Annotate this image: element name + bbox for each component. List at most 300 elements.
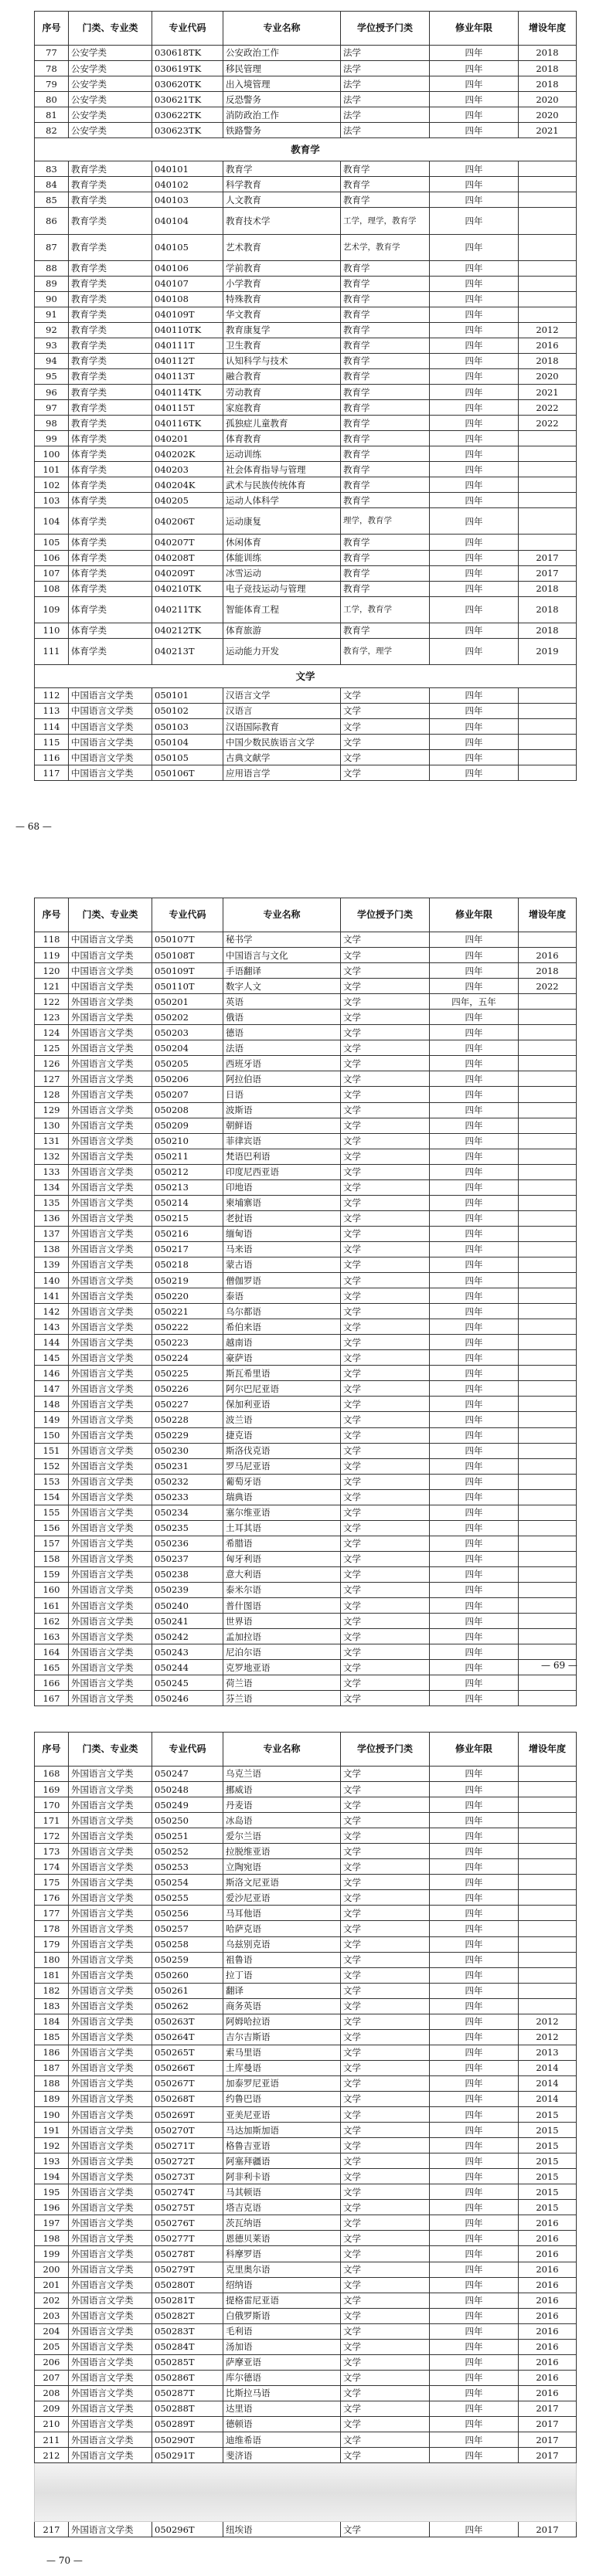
cell-code: 050263T: [152, 2014, 223, 2029]
table-row: [35, 638, 577, 664]
cell-added: [519, 1859, 577, 1875]
cell-code: 030619TK: [152, 61, 223, 76]
cell-category: 体育学类: [69, 565, 152, 581]
cell-category: 外国语言文学类: [69, 1629, 152, 1644]
cell-added: [519, 291, 577, 307]
cell-years: 四年: [430, 416, 519, 431]
cell-degree: 文学: [341, 1536, 430, 1551]
cell-added: [519, 1304, 577, 1319]
section-title: 文学: [35, 664, 577, 687]
cell-added: 2018: [519, 596, 577, 623]
cell-category: 体育学类: [69, 462, 152, 477]
cell-seq: 163: [35, 1629, 69, 1644]
cell-added: [519, 1782, 577, 1797]
cell-seq: 164: [35, 1644, 69, 1660]
cell-major: 教育技术学: [223, 208, 341, 234]
cell-category: 外国语言文学类: [69, 2014, 152, 2029]
cell-added: [519, 1998, 577, 2014]
cell-code: 040206T: [152, 508, 223, 535]
cell-code: 050239: [152, 1582, 223, 1597]
header-code: 专业代码: [152, 1733, 223, 1767]
cell-code: 050203: [152, 1025, 223, 1040]
section-title: 教育学: [35, 138, 577, 161]
cell-added: [519, 1195, 577, 1210]
cell-degree: 文学: [341, 1489, 430, 1505]
cell-degree: 文学: [341, 1782, 430, 1797]
cell-category: 体育学类: [69, 623, 152, 638]
cell-seq: 113: [35, 703, 69, 718]
cell-years: 四年: [430, 2293, 519, 2308]
cell-years: 四年: [430, 431, 519, 446]
cell-seq: 106: [35, 550, 69, 565]
cell-degree: 文学: [341, 1335, 430, 1350]
cell-major: 斯瓦希里语: [223, 1366, 341, 1381]
cell-added: 2018: [519, 963, 577, 979]
table-row: [35, 46, 577, 61]
cell-code: 050226: [152, 1381, 223, 1397]
cell-years: 四年: [430, 1505, 519, 1520]
cell-seq: 167: [35, 1691, 69, 1706]
cell-code: 050248: [152, 1782, 223, 1797]
cell-category: 公安学类: [69, 92, 152, 107]
cell-seq: 207: [35, 2370, 69, 2385]
cell-degree: 文学: [341, 2200, 430, 2215]
cell-category: 教育学类: [69, 276, 152, 291]
cell-degree: 文学: [341, 2138, 430, 2153]
cell-major: 马来语: [223, 1241, 341, 1257]
cell-added: [519, 1828, 577, 1844]
cell-code: 050206: [152, 1071, 223, 1087]
cell-years: 四年: [430, 1195, 519, 1210]
cell-category: 外国语言文学类: [69, 1381, 152, 1397]
table-row: [35, 1875, 577, 1890]
cell-major: 比斯拉马语: [223, 2385, 341, 2401]
cell-degree: 文学: [341, 1629, 430, 1644]
cell-added: [519, 1056, 577, 1071]
cell-seq: 177: [35, 1906, 69, 1921]
cell-major: 德语: [223, 1025, 341, 1040]
cell-added: [519, 1319, 577, 1335]
cell-major: 克罗地亚语: [223, 1660, 341, 1675]
cell-degree: 文学: [341, 703, 430, 718]
cell-category: 外国语言文学类: [69, 1797, 152, 1813]
cell-major: 应用语言学: [223, 765, 341, 781]
cell-category: 体育学类: [69, 493, 152, 508]
cell-major: 人文教育: [223, 192, 341, 208]
cell-code: 040210TK: [152, 581, 223, 596]
cell-code: 050267T: [152, 2075, 223, 2091]
cell-added: [519, 1210, 577, 1226]
cell-added: [519, 1350, 577, 1366]
cell-seq: 101: [35, 462, 69, 477]
cell-added: 2014: [519, 2091, 577, 2106]
cell-degree: 文学: [341, 1071, 430, 1087]
cell-code: 050279T: [152, 2262, 223, 2277]
cell-major: 秘书学: [223, 932, 341, 948]
cell-code: 050202: [152, 1010, 223, 1025]
cell-seq: 156: [35, 1520, 69, 1536]
cell-degree: 文学: [341, 1844, 430, 1859]
table-row: [35, 1551, 577, 1566]
cell-code: 030621TK: [152, 92, 223, 107]
cell-seq: 210: [35, 2416, 69, 2432]
cell-major: 荷兰语: [223, 1675, 341, 1691]
cell-added: [519, 535, 577, 550]
cell-degree: 教育学: [341, 416, 430, 431]
table-row: [35, 234, 577, 260]
cell-category: 外国语言文学类: [69, 1179, 152, 1195]
cell-category: 外国语言文学类: [69, 2522, 152, 2537]
cell-added: [519, 276, 577, 291]
cell-category: 外国语言文学类: [69, 1474, 152, 1489]
cell-code: 040102: [152, 177, 223, 192]
cell-major: 孤独症儿童教育: [223, 416, 341, 431]
cell-code: 040212TK: [152, 623, 223, 638]
cell-major: 法语: [223, 1040, 341, 1056]
cell-added: [519, 687, 577, 703]
cell-added: 2015: [519, 2169, 577, 2184]
cell-code: 050290T: [152, 2432, 223, 2448]
cell-category: 体育学类: [69, 508, 152, 535]
cell-major: 汤加语: [223, 2339, 341, 2354]
cell-added: [519, 462, 577, 477]
cell-degree: 文学: [341, 1241, 430, 1257]
cell-major: 菲律宾语: [223, 1133, 341, 1149]
cell-major: 冰雪运动: [223, 565, 341, 581]
cell-major: 德顿语: [223, 2416, 341, 2432]
cell-added: 2016: [519, 2385, 577, 2401]
cell-years: 四年: [430, 192, 519, 208]
table-row: [35, 1273, 577, 1288]
cell-years: 四年: [430, 1598, 519, 1614]
table-row: [35, 1489, 577, 1505]
cell-code: 050291T: [152, 2448, 223, 2463]
cell-code: 050265T: [152, 2045, 223, 2060]
header-name: 专业名称: [223, 1733, 341, 1767]
cell-degree: 教育学: [341, 322, 430, 338]
cell-code: 050272T: [152, 2153, 223, 2169]
cell-added: 2018: [519, 61, 577, 76]
cell-added: 2022: [519, 400, 577, 416]
table-row: [35, 1691, 577, 1706]
cell-major: 索马里语: [223, 2045, 341, 2060]
cell-years: 四年: [430, 322, 519, 338]
cell-major: 希伯来语: [223, 1319, 341, 1335]
cell-category: 外国语言文学类: [69, 2293, 152, 2308]
cell-category: 外国语言文学类: [69, 1582, 152, 1597]
cell-seq: 134: [35, 1179, 69, 1195]
cell-category: 外国语言文学类: [69, 2231, 152, 2246]
cell-seq: 162: [35, 1614, 69, 1629]
cell-code: 050205: [152, 1056, 223, 1071]
cell-added: [519, 1288, 577, 1304]
cell-category: 外国语言文学类: [69, 1890, 152, 1906]
table-row: [35, 322, 577, 338]
cell-major: 格鲁吉亚语: [223, 2138, 341, 2153]
cell-added: 2018: [519, 353, 577, 368]
cell-added: 2020: [519, 107, 577, 123]
cell-degree: 工学，教育学: [341, 596, 430, 623]
cell-added: 2018: [519, 46, 577, 61]
cell-added: [519, 1087, 577, 1102]
table-row: [35, 1241, 577, 1257]
cell-seq: 147: [35, 1381, 69, 1397]
cell-degree: 文学: [341, 948, 430, 963]
cell-degree: 文学: [341, 1102, 430, 1118]
header-degree: 学位授予门类: [341, 12, 430, 46]
table-row: [35, 2401, 577, 2416]
cell-degree: 文学: [341, 2107, 430, 2123]
cell-degree: 教育学: [341, 462, 430, 477]
cell-years: 四年: [430, 2200, 519, 2215]
cell-code: 050101: [152, 687, 223, 703]
cell-category: 公安学类: [69, 107, 152, 123]
table-row: [35, 1952, 577, 1967]
cell-seq: 103: [35, 493, 69, 508]
cell-seq: 198: [35, 2231, 69, 2246]
cell-code: 040107: [152, 276, 223, 291]
cell-code: 040115T: [152, 400, 223, 416]
cell-major: 公安政治工作: [223, 46, 341, 61]
cell-category: 外国语言文学类: [69, 1025, 152, 1040]
table-row: [35, 1582, 577, 1597]
cell-years: 四年: [430, 1691, 519, 1706]
cell-added: [519, 994, 577, 1010]
cell-category: 外国语言文学类: [69, 1273, 152, 1288]
cell-code: 050104: [152, 735, 223, 750]
cell-major: 越南语: [223, 1335, 341, 1350]
table-row: [35, 107, 577, 123]
cell-added: 2015: [519, 2107, 577, 2123]
cell-code: 050223: [152, 1335, 223, 1350]
cell-years: 四年: [430, 1859, 519, 1875]
cell-years: 四年: [430, 1226, 519, 1241]
cell-major: 达里语: [223, 2401, 341, 2416]
cell-degree: 文学: [341, 1875, 430, 1890]
cell-category: 外国语言文学类: [69, 2060, 152, 2075]
cell-degree: 文学: [341, 2277, 430, 2293]
cell-major: 希腊语: [223, 1536, 341, 1551]
cell-code: 050106T: [152, 765, 223, 781]
cell-added: [519, 932, 577, 948]
table-header: [35, 898, 577, 932]
cell-major: 印度尼西亚语: [223, 1164, 341, 1179]
cell-degree: 文学: [341, 1010, 430, 1025]
cell-seq: 138: [35, 1241, 69, 1257]
cell-added: [519, 1040, 577, 1056]
cell-years: 四年: [430, 719, 519, 735]
cell-seq: 119: [35, 948, 69, 963]
cell-degree: 教育学: [341, 291, 430, 307]
cell-major: 哈萨克语: [223, 1921, 341, 1936]
cell-code: 050287T: [152, 2385, 223, 2401]
table-row: [35, 338, 577, 353]
cell-years: 四年: [430, 596, 519, 623]
table-row: [35, 1629, 577, 1644]
cell-code: 050110T: [152, 979, 223, 994]
header-added: 增设年度: [519, 12, 577, 46]
table-row: [35, 353, 577, 368]
cell-category: 外国语言文学类: [69, 2262, 152, 2277]
table-row: [35, 565, 577, 581]
cell-code: 040204K: [152, 477, 223, 493]
table-row: [35, 765, 577, 781]
table-row: [35, 368, 577, 384]
cell-seq: 152: [35, 1458, 69, 1474]
table-row: [35, 1335, 577, 1350]
cell-added: 2018: [519, 581, 577, 596]
cell-seq: 195: [35, 2184, 69, 2200]
cell-degree: 理学，教育学: [341, 508, 430, 535]
cell-years: 四年: [430, 1551, 519, 1566]
cell-years: 四年: [430, 2138, 519, 2153]
cell-degree: 法学: [341, 107, 430, 123]
cell-added: 2019: [519, 638, 577, 664]
cell-category: 外国语言文学类: [69, 1040, 152, 1056]
table-row: [35, 1675, 577, 1691]
cell-seq: 199: [35, 2246, 69, 2262]
cell-years: 四年: [430, 76, 519, 92]
cell-added: 2016: [519, 2354, 577, 2370]
cell-category: 中国语言文学类: [69, 765, 152, 781]
cell-code: 040113T: [152, 368, 223, 384]
cell-years: 四年: [430, 623, 519, 638]
cell-added: 2020: [519, 368, 577, 384]
cell-major: 波兰语: [223, 1412, 341, 1427]
cell-code: 050212: [152, 1164, 223, 1179]
cell-code: 050214: [152, 1195, 223, 1210]
cell-seq: 129: [35, 1102, 69, 1118]
cell-category: 外国语言文学类: [69, 2123, 152, 2138]
table-row: [35, 1412, 577, 1427]
cell-category: 外国语言文学类: [69, 1427, 152, 1443]
cell-major: 拉丁语: [223, 1967, 341, 1983]
cell-seq: 83: [35, 161, 69, 177]
cell-code: 050240: [152, 1598, 223, 1614]
cell-added: [519, 493, 577, 508]
table-row: [35, 1813, 577, 1828]
cell-code: 050288T: [152, 2401, 223, 2416]
table-row: [35, 623, 577, 638]
cell-seq: 81: [35, 107, 69, 123]
cell-code: 040205: [152, 493, 223, 508]
cell-years: 四年: [430, 948, 519, 963]
cell-major: 教育康复学: [223, 322, 341, 338]
cell-years: 四年: [430, 1566, 519, 1582]
cell-code: 050219: [152, 1273, 223, 1288]
cell-degree: 文学: [341, 1381, 430, 1397]
table-row: [35, 2184, 577, 2200]
cell-seq: 91: [35, 307, 69, 322]
cell-degree: 文学: [341, 1582, 430, 1597]
header-name: 专业名称: [223, 898, 341, 932]
cell-category: 教育学类: [69, 192, 152, 208]
cell-added: 2016: [519, 2262, 577, 2277]
table-row: [35, 2385, 577, 2401]
cell-code: 050296T: [152, 2522, 223, 2537]
cell-seq: 191: [35, 2123, 69, 2138]
cell-major: 土耳其语: [223, 1520, 341, 1536]
cell-years: 四年: [430, 353, 519, 368]
cell-added: 2018: [519, 623, 577, 638]
cell-years: 四年: [430, 1241, 519, 1257]
cell-degree: 教育学: [341, 400, 430, 416]
cell-years: 四年: [430, 1350, 519, 1366]
cell-category: 外国语言文学类: [69, 1010, 152, 1025]
table-row: [35, 2416, 577, 2432]
cell-category: 中国语言文学类: [69, 687, 152, 703]
cell-category: 教育学类: [69, 307, 152, 322]
cell-years: 四年: [430, 2339, 519, 2354]
blurred-rows: [35, 2463, 577, 2522]
cell-degree: 文学: [341, 1412, 430, 1427]
cell-added: 2022: [519, 416, 577, 431]
cell-years: 四年: [430, 1952, 519, 1967]
cell-degree: 文学: [341, 1797, 430, 1813]
table-row: [35, 535, 577, 550]
table-row: [35, 2246, 577, 2262]
cell-seq: 209: [35, 2401, 69, 2416]
table-row: [35, 2200, 577, 2215]
table-row: [35, 477, 577, 493]
cell-seq: 204: [35, 2323, 69, 2339]
cell-seq: 171: [35, 1813, 69, 1828]
cell-category: 外国语言文学类: [69, 1536, 152, 1551]
cell-code: 040108: [152, 291, 223, 307]
cell-years: 四年: [430, 765, 519, 781]
table-row: [35, 1025, 577, 1040]
cell-years: 四年: [430, 161, 519, 177]
cell-degree: 文学: [341, 2029, 430, 2045]
cell-category: 外国语言文学类: [69, 1921, 152, 1936]
cell-degree: 教育学: [341, 446, 430, 462]
cell-years: 四年: [430, 2075, 519, 2091]
cell-added: [519, 1675, 577, 1691]
cell-category: 外国语言文学类: [69, 2370, 152, 2385]
cell-years: 四年: [430, 1458, 519, 1474]
cell-code: 050216: [152, 1226, 223, 1241]
cell-added: [519, 1566, 577, 1582]
cell-major: 库尔德语: [223, 2370, 341, 2385]
cell-added: [519, 1691, 577, 1706]
cell-major: 斯洛伐克语: [223, 1443, 341, 1458]
cell-category: 外国语言文学类: [69, 2029, 152, 2045]
cell-major: 武术与民族传统体育: [223, 477, 341, 493]
cell-degree: 文学: [341, 2522, 430, 2537]
cell-degree: 文学: [341, 1967, 430, 1983]
cell-degree: 文学: [341, 1691, 430, 1706]
cell-category: 教育学类: [69, 208, 152, 234]
cell-added: 2015: [519, 2138, 577, 2153]
cell-seq: 194: [35, 2169, 69, 2184]
cell-added: 2014: [519, 2075, 577, 2091]
cell-code: 040202K: [152, 446, 223, 462]
cell-seq: 178: [35, 1921, 69, 1936]
cell-category: 外国语言文学类: [69, 1875, 152, 1890]
cell-seq: 133: [35, 1164, 69, 1179]
cell-years: 四年: [430, 61, 519, 76]
cell-category: 体育学类: [69, 477, 152, 493]
cell-code: 050207: [152, 1087, 223, 1102]
table-row: [35, 1381, 577, 1397]
cell-category: 外国语言文学类: [69, 1319, 152, 1335]
cell-years: 四年: [430, 1660, 519, 1675]
cell-added: [519, 1797, 577, 1813]
cell-added: [519, 735, 577, 750]
cell-seq: 144: [35, 1335, 69, 1350]
cell-years: 四年: [430, 1010, 519, 1025]
cell-major: 西班牙语: [223, 1056, 341, 1071]
